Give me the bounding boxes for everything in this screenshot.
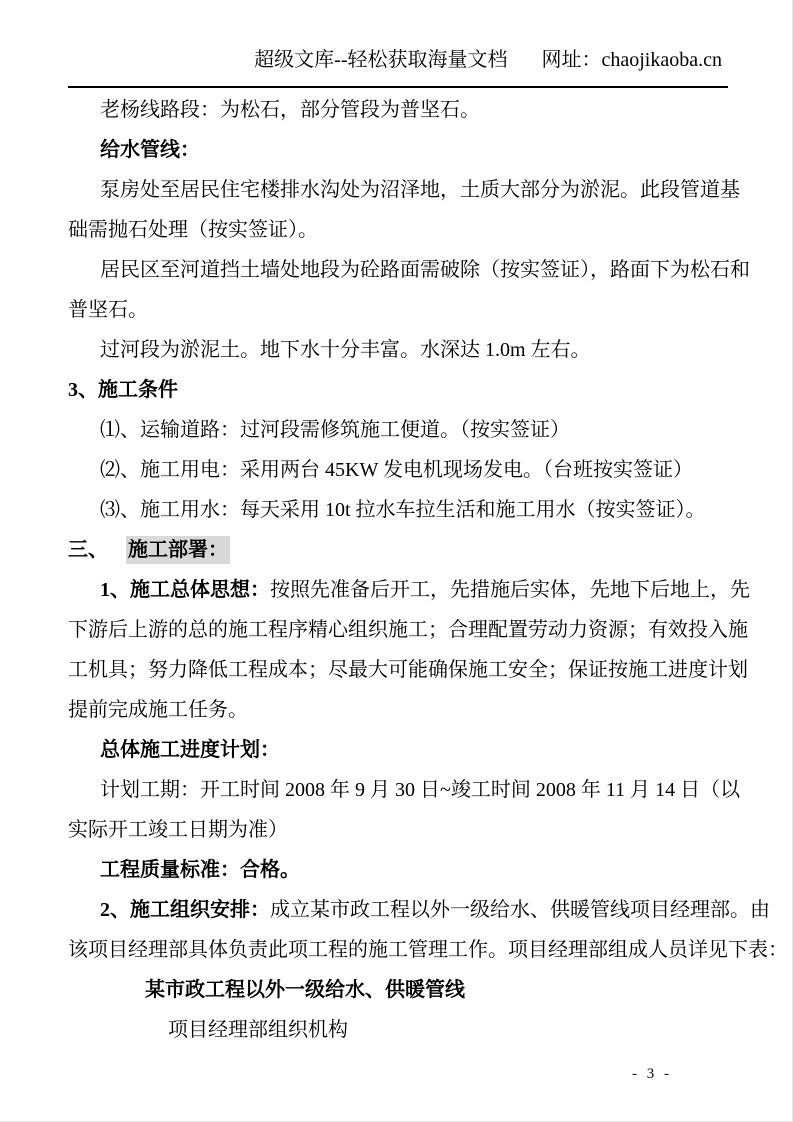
text-line (68, 1010, 732, 1050)
text-run: 泵房处至居民住宅楼排水沟处为沼泽地，土质大部分为淤泥。此段管道基 (100, 179, 740, 201)
text-line (68, 290, 732, 330)
text-run: 三、 (68, 539, 108, 561)
page-header (68, 47, 722, 73)
text-run: ⑴、运输道路：过河段需修筑施工便道。（按实签证） (100, 419, 570, 441)
text-run: ⑶、施工用水：每天采用 10t 拉水车拉生活和施工用水（按实签证）。 (100, 499, 706, 521)
text-run: 3、施工条件 (68, 379, 178, 401)
text-run: 计划工期：开工时间 2008 年 9 月 30 日~竣工时间 2008 年 11 月 14 日（以 (100, 779, 741, 801)
text-line (68, 210, 732, 250)
text-line (68, 930, 788, 970)
text-run: 工程质量标准：合格。 (100, 859, 300, 881)
document-body (68, 90, 788, 1050)
text-run: 居民区至河道挡土墙处地段为砼路面需破除（按实签证），路面下为松石和 (100, 259, 750, 281)
text-run: 老杨线路段：为松石，部分管段为普坚石。 (100, 99, 480, 121)
text-run: 实际开工竣工日期为准） (68, 819, 288, 841)
text-run: 该项目经理部具体负责此项工程的施工管理工作。项目经理部组成人员详见下表： (68, 939, 788, 961)
text-run: 工机具；努力降低工程成本；尽最大可能确保施工安全；保证按施工进度计划 (68, 659, 748, 681)
text-run: 按照先准备后开工，先措施后实体，先地下后地上，先 (270, 579, 750, 601)
text-run: 给水管线： (100, 139, 200, 161)
text-line (68, 410, 732, 450)
text-line (68, 170, 740, 210)
text-line (68, 330, 732, 370)
text-run: 础需抛石处理（按实签证）。 (68, 219, 318, 241)
text-line (68, 810, 732, 850)
text-run: ⑵、施工用电：采用两台 45KW 发电机现场发电。（台班按实签证） (100, 459, 693, 481)
text-line (68, 850, 732, 890)
header-site-url: 网址：chaojikaoba.cn (541, 49, 722, 71)
text-line (68, 610, 748, 650)
highlighted-text: 施工部署： (126, 536, 230, 564)
text-line (68, 570, 750, 610)
text-line (68, 770, 741, 810)
text-run: 总体施工进度计划： (100, 739, 280, 761)
text-line (68, 970, 732, 1010)
text-line (68, 250, 750, 290)
text-run: 成立某市政工程以外一级给水、供暖管线项目经理部。由 (270, 899, 770, 921)
text-run: 2、施工组织安排： (100, 899, 270, 921)
text-line (68, 530, 732, 570)
text-line (68, 490, 732, 530)
header-site-title: 超级文库--轻松获取海量文档 (254, 49, 508, 71)
text-run: 下游后上游的总的施工程序精心组织施工；合理配置劳动力资源；有效投入施 (68, 619, 748, 641)
text-line (68, 90, 732, 130)
text-run: 过河段为淤泥土。地下水十分丰富。水深达 1.0m 左右。 (100, 339, 591, 361)
text-run: 项目经理部组织机构 (168, 1019, 348, 1041)
text-line (68, 730, 732, 770)
header-divider-line (68, 86, 728, 88)
page-number: - 3 - (632, 1066, 672, 1082)
text-line (68, 130, 732, 170)
text-line (68, 650, 748, 690)
text-run: 某市政工程以外一级给水、供暖管线 (145, 979, 465, 1001)
text-run: 1、施工总体思想： (100, 579, 270, 601)
text-line (68, 890, 770, 930)
text-line (68, 690, 732, 730)
text-run: 普坚石。 (68, 299, 148, 321)
text-line (68, 370, 732, 410)
text-line (68, 450, 732, 490)
text-run: 提前完成施工任务。 (68, 699, 248, 721)
